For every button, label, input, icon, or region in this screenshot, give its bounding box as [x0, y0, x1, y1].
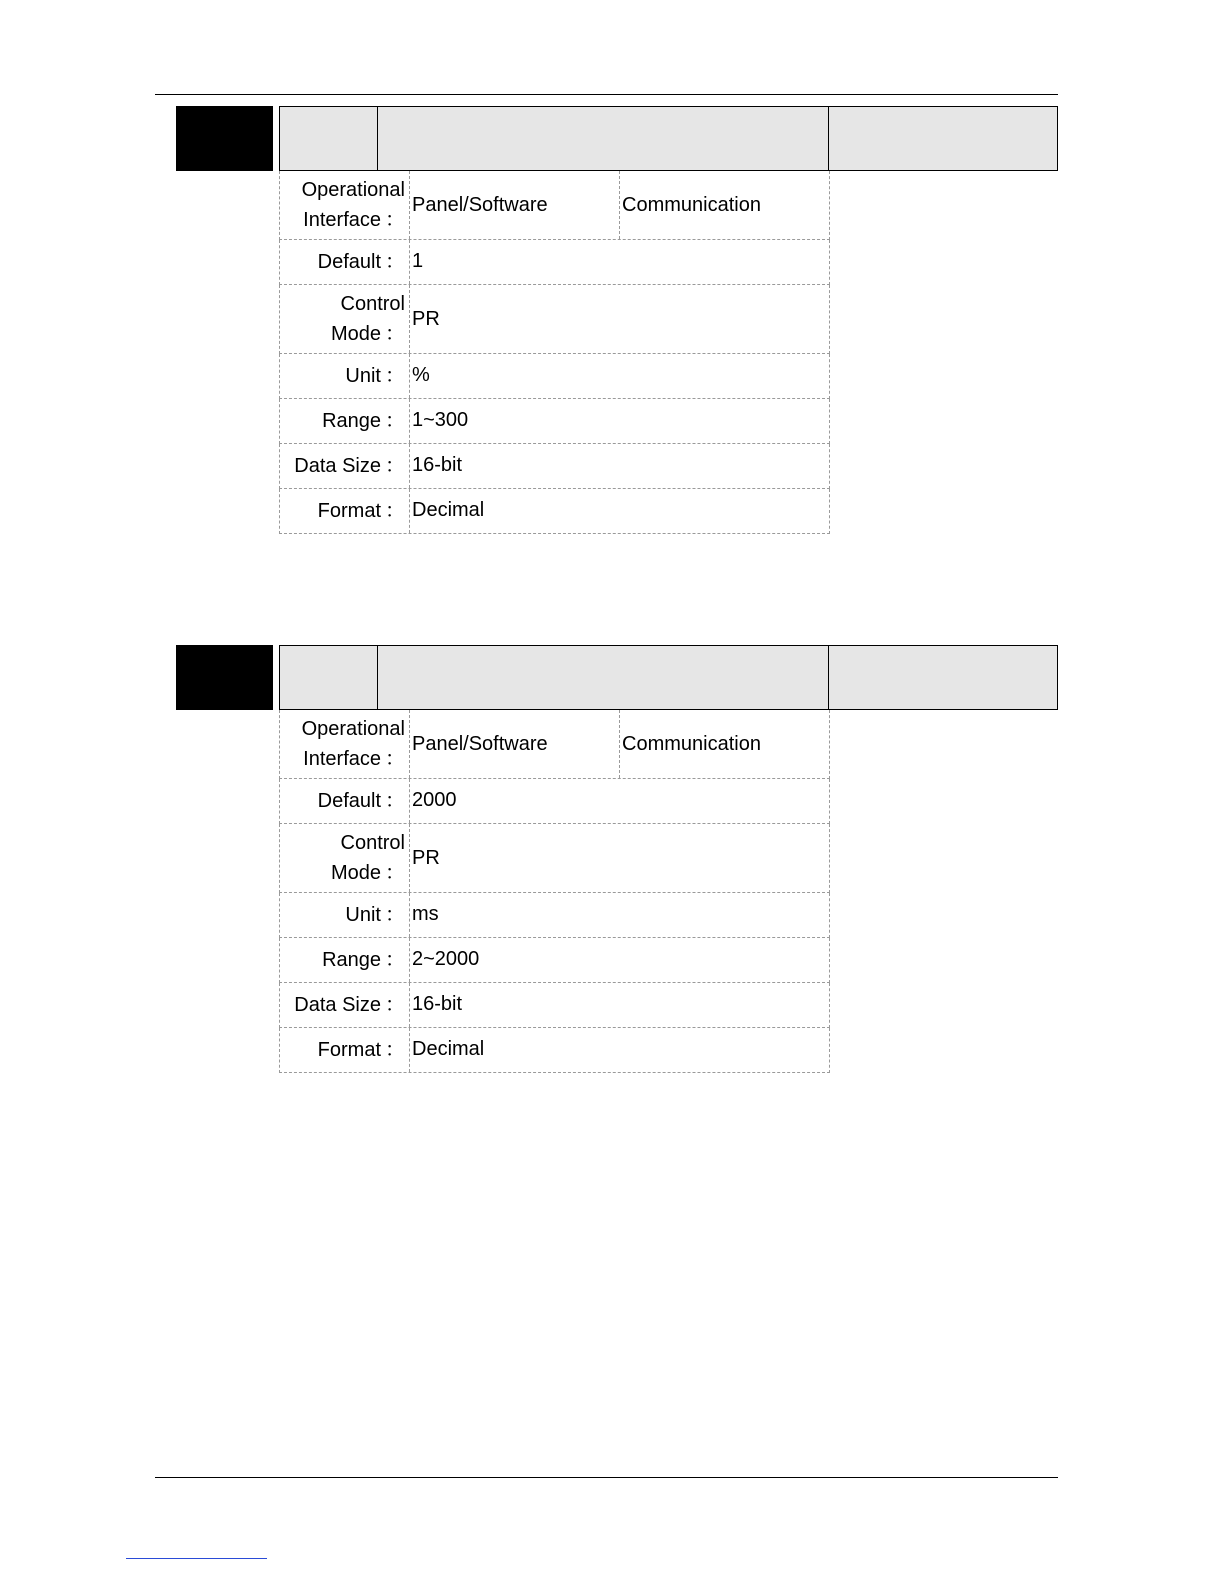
unit-value: ms — [412, 902, 439, 925]
interface-divider — [619, 171, 620, 239]
attribute-table — [279, 171, 830, 534]
control-mode-value: PR — [412, 307, 440, 330]
format-value: Decimal — [412, 498, 485, 521]
control-mode-value: PR — [412, 846, 440, 869]
range-label: Range ： — [280, 399, 410, 443]
row-interface — [279, 171, 830, 240]
row-unit — [279, 893, 830, 938]
row-format — [279, 1028, 830, 1073]
default-label: Default ： — [280, 779, 410, 823]
data-size-value: 16-bit — [412, 992, 463, 1015]
parameter-block-2 — [0, 645, 1224, 1085]
parameter-header — [279, 106, 1058, 171]
data-size-value: 16-bit — [412, 453, 463, 476]
interface-label: Operational Interface ： — [280, 171, 410, 239]
interface-divider — [619, 710, 620, 778]
parameter-header — [279, 645, 1058, 710]
header-name-cell — [377, 107, 829, 170]
attribute-table — [279, 710, 830, 1073]
row-unit — [279, 354, 830, 399]
interface-option-communication: Communication — [622, 193, 761, 216]
row-interface — [279, 710, 830, 779]
unit-value: % — [412, 363, 430, 386]
range-value: 1~300 — [412, 408, 469, 431]
control-mode-label: Control Mode ： — [280, 824, 410, 892]
interface-option-panel: Panel/Software — [412, 193, 548, 216]
row-control-mode — [279, 824, 830, 893]
default-value: 1 — [412, 249, 424, 272]
parameter-code-badge — [176, 645, 273, 710]
control-mode-label: Control Mode ： — [280, 285, 410, 353]
row-format — [279, 489, 830, 534]
footer-link-underline[interactable] — [126, 1558, 267, 1559]
footer-rule — [155, 1477, 1058, 1478]
header-address-cell — [829, 646, 1057, 709]
row-range — [279, 399, 830, 444]
data-size-label: Data Size ： — [280, 444, 410, 488]
row-data-size — [279, 983, 830, 1028]
row-control-mode — [279, 285, 830, 354]
interface-option-panel: Panel/Software — [412, 732, 548, 755]
format-label: Format ： — [280, 1028, 410, 1072]
range-value: 2~2000 — [412, 947, 480, 970]
interface-option-communication: Communication — [622, 732, 761, 755]
row-data-size — [279, 444, 830, 489]
header-address-cell — [829, 107, 1057, 170]
default-label: Default ： — [280, 240, 410, 284]
row-default — [279, 779, 830, 824]
header-rule — [155, 94, 1058, 95]
format-value: Decimal — [412, 1037, 485, 1060]
row-range — [279, 938, 830, 983]
header-name-cell — [377, 646, 829, 709]
row-default — [279, 240, 830, 285]
range-label: Range ： — [280, 938, 410, 982]
interface-label: Operational Interface ： — [280, 710, 410, 778]
header-abbrev-cell — [280, 646, 378, 709]
default-value: 2000 — [412, 788, 457, 811]
parameter-block-1 — [0, 106, 1224, 546]
unit-label: Unit ： — [280, 354, 410, 398]
parameter-code-badge — [176, 106, 273, 171]
header-abbrev-cell — [280, 107, 378, 170]
unit-label: Unit ： — [280, 893, 410, 937]
data-size-label: Data Size ： — [280, 983, 410, 1027]
format-label: Format ： — [280, 489, 410, 533]
